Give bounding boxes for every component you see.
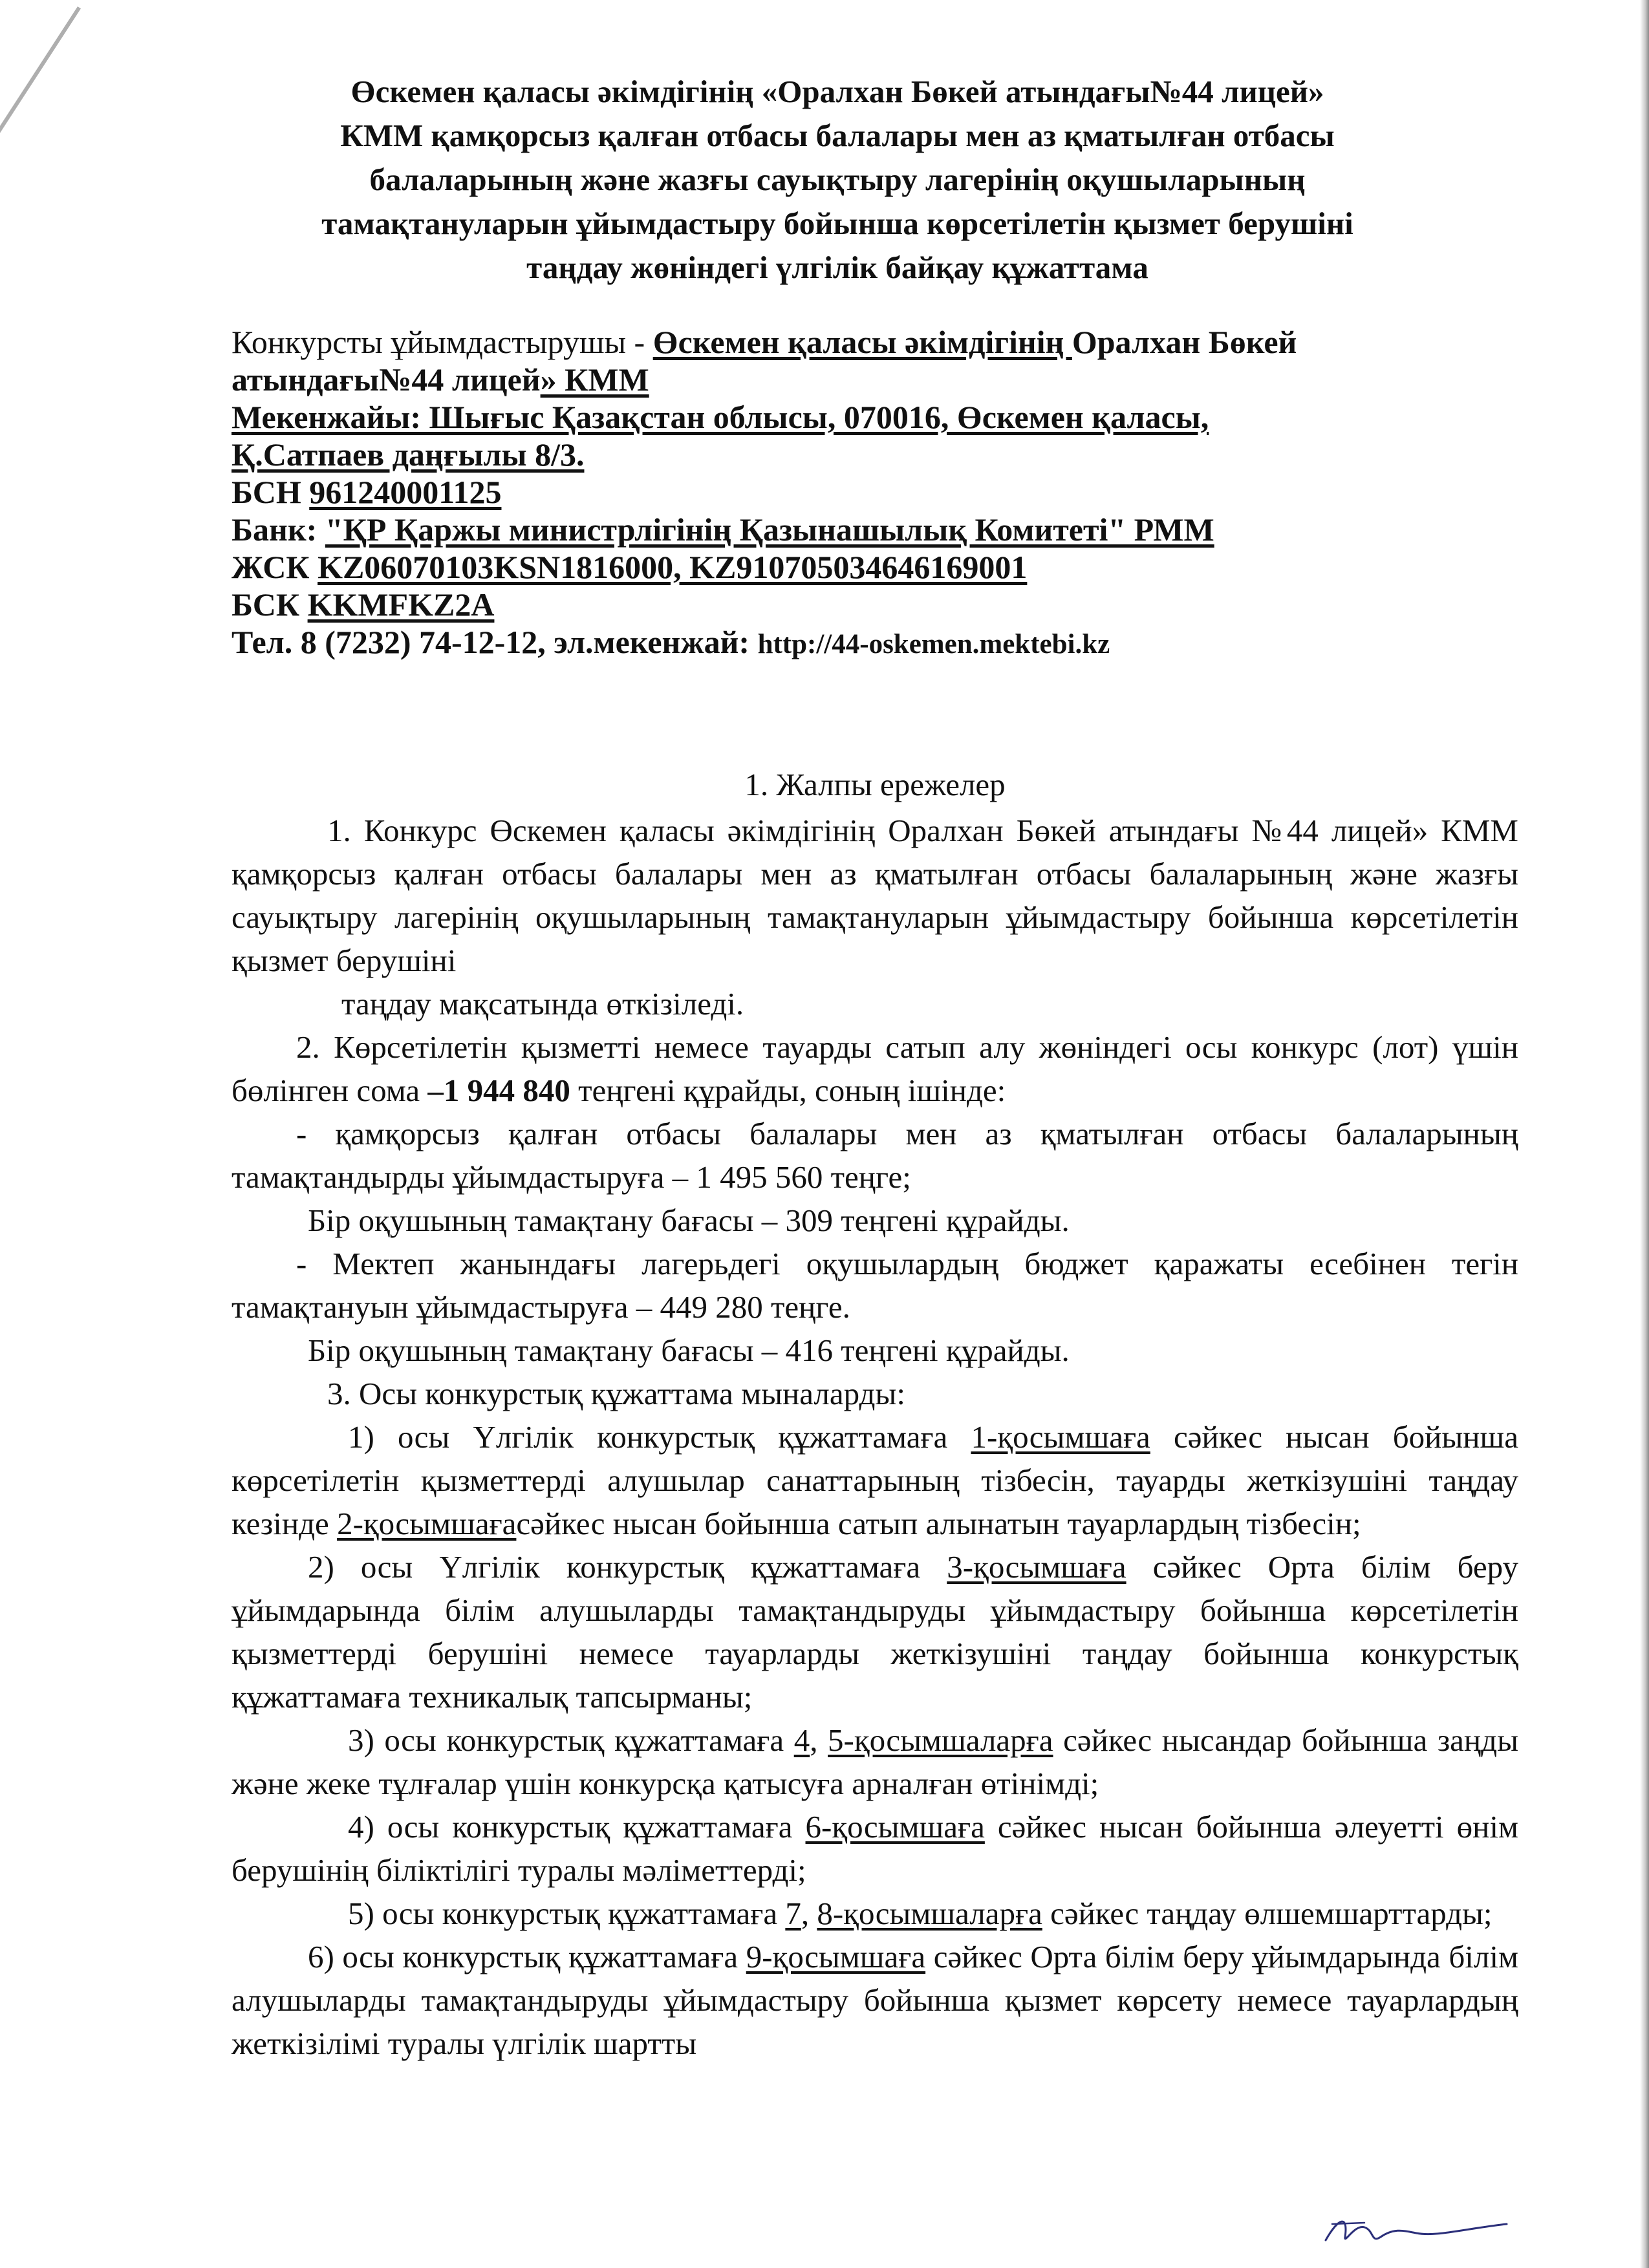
list-item-text: 1) осы Үлгілік конкурстық құжаттамаға bbox=[348, 1419, 971, 1455]
annex-link-2[interactable]: 2-қосымшаға bbox=[337, 1506, 517, 1541]
bin-label: БСН bbox=[232, 474, 310, 510]
bin-value: 961240001125 bbox=[309, 474, 502, 510]
paragraph-1: 1. Конкурс Өскемен қаласы әкімдігінің Оралхан Бөкей атындағы №44 лицей» КММ қамқорсыз қалған отбасы балалары мен аз қматылған отбасы балаларының және жазғы сауықтыру лагерінің оқушыларының тамақтануларын ұйымдастыру бойынша көрсетілетін қызмет берушіні bbox=[232, 813, 1518, 978]
bic-value: KKMFKZ2A bbox=[307, 586, 495, 623]
list-item-text: 5) осы конкурстық құжаттамаға bbox=[348, 1896, 786, 1931]
iic-value: KZ06070103KSN1816000, KZ910705034646169001 bbox=[318, 549, 1028, 585]
paragraph-3: - қамқорсыз қалған отбасы балалары мен аз қматылған отбасы балаларының тамақтандырды ұйымдастыруға – 1 495 560 теңге; bbox=[232, 1116, 1518, 1195]
paragraph-2 bbox=[232, 1025, 1518, 1112]
paragraph-1-end: таңдау мақсатында өткізіледі. bbox=[341, 986, 744, 1022]
annex-link-9[interactable]: 9-қосымшаға bbox=[746, 1939, 926, 1974]
title-line-3: балаларының және жазғы сауықтыру лагерінің оқушыларының bbox=[369, 162, 1306, 197]
annex-link-3[interactable]: 3-қосымшаға bbox=[947, 1549, 1126, 1585]
paragraph-5: - Мектеп жанындағы лагерьдегі оқушылардың бюджет қаражаты есебінен тегін тамақтануын ұйымдастыруға – 449 280 теңге. bbox=[232, 1246, 1518, 1325]
list-item-text: , bbox=[801, 1896, 817, 1931]
organizer-block bbox=[232, 323, 1447, 663]
annex-link-5[interactable]: 5-қосымшаларға bbox=[828, 1722, 1053, 1758]
general-provisions bbox=[232, 763, 1518, 2065]
title-line-1: Өскемен қаласы әкімдігінің «Оралхан Бөкей атындағы№44 лицей» bbox=[350, 74, 1324, 109]
list-item-3 bbox=[232, 1718, 1518, 1805]
website-link[interactable]: http://44-oskemen.mektebi.kz bbox=[757, 629, 1110, 659]
list-item-4 bbox=[232, 1805, 1518, 1892]
list-item-1 bbox=[232, 1415, 1518, 1545]
total-amount: –1 944 840 bbox=[427, 1073, 570, 1108]
list-item-2 bbox=[232, 1545, 1518, 1718]
phone-line bbox=[232, 623, 1447, 663]
organizer-name-part: Өскемен қаласы әкімдігінің bbox=[652, 324, 1072, 360]
list-item-text: 2) осы Үлгілік конкурстық құжаттамаға bbox=[308, 1549, 947, 1585]
paragraph-6: Бір оқушының тамақтану бағасы – 416 теңгені құрайды. bbox=[308, 1332, 1070, 1368]
paragraph-7: 3. Осы конкурстық құжаттама мыналарды: bbox=[327, 1376, 905, 1411]
annex-link-7[interactable]: 7 bbox=[785, 1896, 801, 1931]
list-item-text: 3) осы конкурстық құжаттамаға bbox=[348, 1722, 794, 1758]
organizer-line bbox=[232, 323, 1447, 361]
organizer-label: Конкурсты ұйымдастырушы - bbox=[232, 324, 653, 360]
iic-label: ЖСК bbox=[232, 549, 318, 585]
document-title bbox=[194, 70, 1481, 290]
section-title: 1. Жалпы ережелер bbox=[744, 767, 1006, 802]
scan-edge-shadow bbox=[1640, 0, 1649, 2268]
address-line-1: Мекенжайы: Шығыс Қазақстан облысы, 070016, Өскемен қаласы, bbox=[232, 399, 1209, 435]
list-item-text: сәйкес таңдау өлшемшарттарды; bbox=[1042, 1896, 1493, 1931]
list-item-text: , bbox=[810, 1722, 828, 1758]
bank-line bbox=[232, 511, 1447, 548]
title-line-4: тамақтануларын ұйымдастыру бойынша көрсетілетін қызмет берушіні bbox=[321, 206, 1353, 241]
address-line-2: Қ.Сатпаев даңғылы 8/3. bbox=[232, 436, 585, 473]
organizer-name-part: атындағы№44 лицей bbox=[232, 361, 541, 398]
annex-link-4[interactable]: 4 bbox=[793, 1722, 810, 1758]
annex-link-6[interactable]: 6-қосымшаға bbox=[805, 1809, 985, 1845]
title-line-2: КММ қамқорсыз қалған отбасы балалары мен аз қматылған отбасы bbox=[340, 118, 1335, 153]
scan-fold-line bbox=[0, 6, 81, 171]
organizer-name-part: » КММ bbox=[540, 361, 649, 398]
iic-line bbox=[232, 548, 1447, 586]
list-item-text: сәйкес Орта білім беру ұйымдарында білім алушыларды тамақтандыруды ұйымдастыру бойынша қызмет көрсету немесе тауарлардың жеткізілімі туралы үлгілік шартты bbox=[232, 1939, 1518, 2061]
bank-value: "ҚР Қаржы министрлігінің Қазынашылық Комитеті" РММ bbox=[325, 511, 1214, 548]
organizer-name-part: Оралхан Бөкей bbox=[1072, 324, 1297, 360]
paragraph-4: Бір оқушының тамақтану бағасы – 309 теңгені құрайды. bbox=[308, 1203, 1070, 1238]
bic-line bbox=[232, 586, 1447, 623]
list-item-6 bbox=[232, 1935, 1518, 2065]
paragraph-2-text: 2. Көрсетілетін қызметті немесе тауарды сатып алу жөніндегі осы конкурс (лот) үшін бөлінген сома bbox=[232, 1029, 1518, 1108]
list-item-text: сәйкес нысан бойынша көрсетілетін қызметтерді алушылар санаттарының тізбесін, тауарды жеткізушіні таңдау кезінде bbox=[232, 1419, 1518, 1541]
list-item-5 bbox=[232, 1892, 1518, 1935]
list-item-text: сәйкес нысан бойынша сатып алынатын тауарлардың тізбесін; bbox=[516, 1506, 1361, 1541]
list-item-text: сәйкес нысан бойынша әлеуетті өнім берушінің біліктілігі туралы мәліметтерді; bbox=[232, 1809, 1518, 1888]
bic-label: БСК bbox=[232, 586, 308, 623]
annex-link-8[interactable]: 8-қосымшаларға bbox=[817, 1896, 1042, 1931]
list-item-text: сәйкес нысандар бойынша заңды және жеке тұлғалар үшін конкурсқа қатысуға арналған өтінімді; bbox=[232, 1722, 1519, 1801]
title-line-5: таңдау жөніндегі үлгілік байқау құжаттама bbox=[526, 250, 1148, 285]
bin-line bbox=[232, 473, 1447, 511]
list-item-text: 6) осы конкурстық құжаттамаға bbox=[308, 1939, 746, 1974]
bank-label: Банк: bbox=[232, 511, 325, 548]
organizer-line-2 bbox=[232, 361, 1447, 398]
paragraph-2-text-end: теңгені құрайды, соның ішінде: bbox=[570, 1073, 1006, 1108]
handwritten-signature bbox=[1319, 2205, 1513, 2256]
list-item-text: 4) осы конкурстық құжаттамаға bbox=[348, 1809, 806, 1845]
list-item-text: сәйкес Орта білім беру ұйымдарында білім алушыларды тамақтандыруды ұйымдастыру бойынша көрсетілетін қызметтерді берушіні немесе тауарларды жеткізушіні таңдау бойынша конкурстық құжаттамаға техникалық тапсырманы; bbox=[232, 1549, 1518, 1715]
phone-text: Тел. 8 (7232) 74-12-12, эл.мекенжай: bbox=[232, 624, 758, 660]
annex-link-1[interactable]: 1-қосымшаға bbox=[971, 1419, 1150, 1455]
